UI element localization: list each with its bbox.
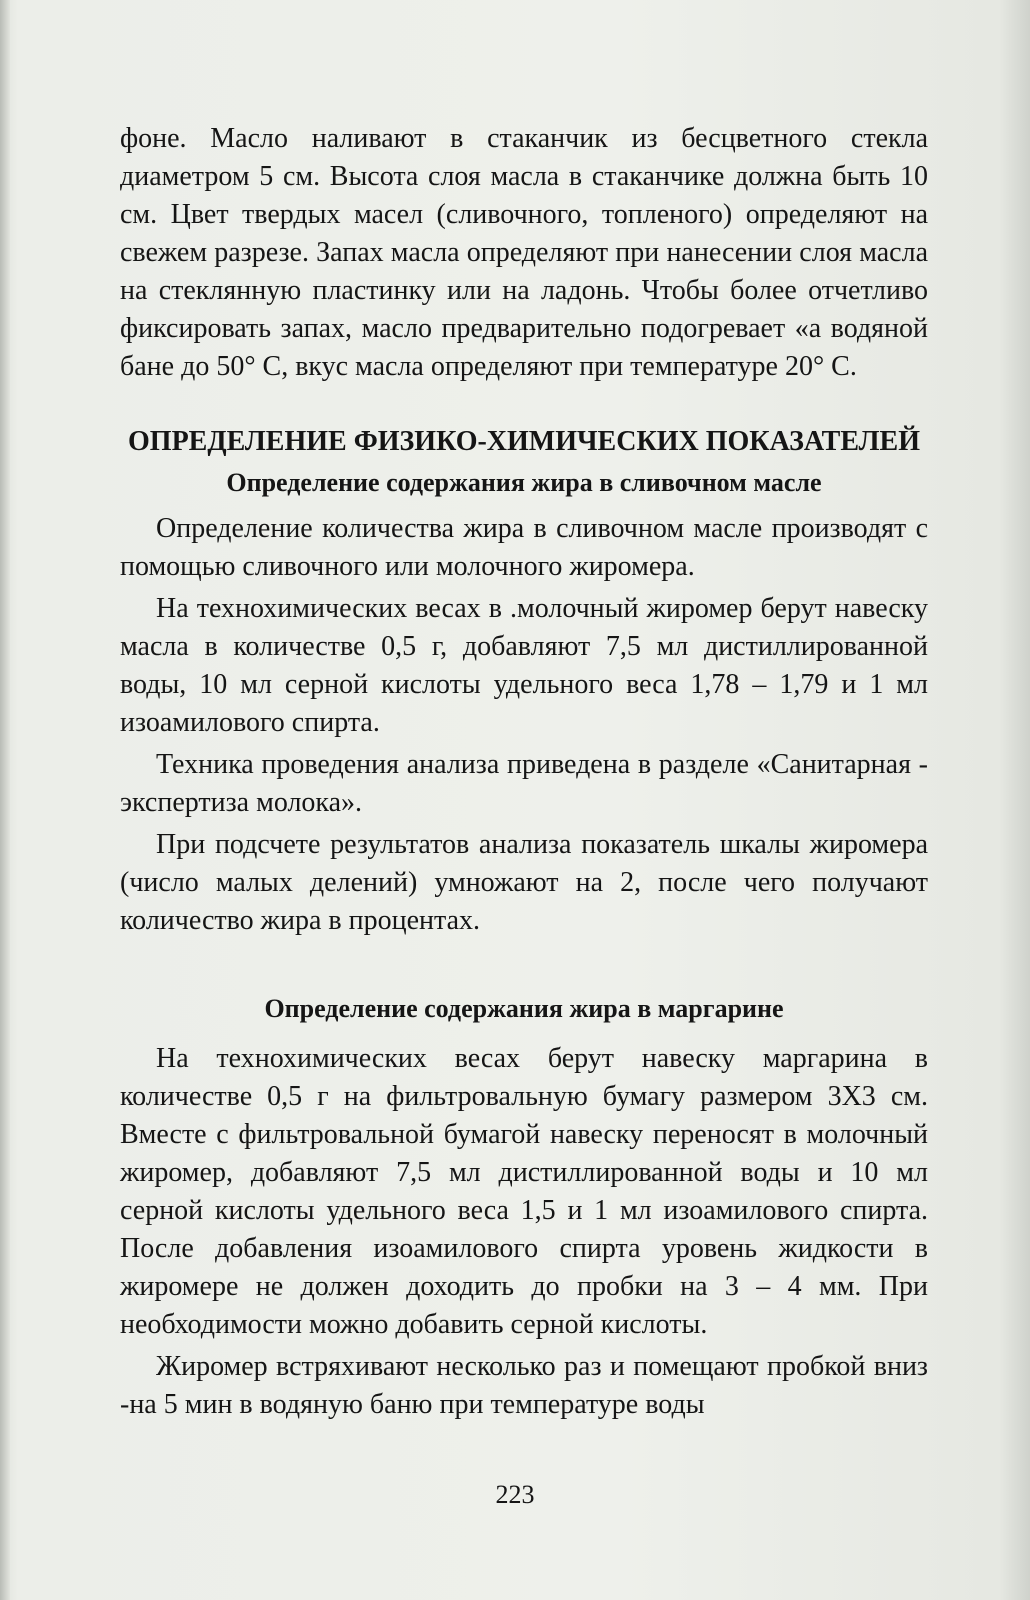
butter-paragraph: Определение количества жира в сливочном масле производят с помощью сливочного или молочного жиромера. bbox=[120, 513, 928, 582]
butter-fat-subsection-title: Определение содержания жира в сливочном масле bbox=[226, 468, 822, 497]
margarine-fat-subsection-title: Определение содержания жира в маргарине bbox=[264, 994, 784, 1023]
butter-paragraph: На технохимических весах в .молочный жиромер берут навеску масла в количестве 0,5 г, добавляют 7,5 мл дистиллированной воды, 10 мл серной кислоты удельного веса 1,78 – 1,79 и 1 мл изоамилового спирта. bbox=[120, 593, 928, 738]
butter-paragraph: При подсчете результатов анализа показатель шкалы жиромера (число малых делений) умножают на 2, после чего получают количество жира в процентах. bbox=[120, 829, 928, 936]
intro-paragraph: фоне. Масло наливают в стаканчик из бесцветного стекла диаметром 5 см. Высота слоя масла в стаканчике должна быть 10 см. Цвет твердых масел (сливочного, топленого) определяют на свежем разрезе. Запах масла определяют при нанесении слоя масла на стеклянную пластинку или на ладонь. Чтобы более отчетливо фиксировать запах, масло предварительно подогревает «а водяной бане до 50° С, вкус масла определяют при температуре 20° С. bbox=[120, 123, 928, 382]
section-title: ОПРЕДЕЛЕНИЕ ФИЗИКО-ХИМИЧЕСКИХ ПОКАЗАТЕЛЕЙ bbox=[128, 426, 920, 457]
margarine-paragraph: На технохимических весах берут навеску маргарина в количестве 0,5 г на фильтровальную бумагу размером 3X3 см. Вместе с фильтровальной бумагой навеску переносят в молочный жиромер, добавляют 7,5 мл дистиллированной воды и 10 мл серной кислоты удельного веса 1,5 и 1 мл изоамилового спирта. После добавления изоамилового спирта уровень жидкости в жиромере не должен доходить до пробки на 3 – 4 мм. При необходимости можно добавить серной кислоты. bbox=[120, 1043, 928, 1340]
page-binding-shadow bbox=[0, 0, 10, 1600]
page-content bbox=[120, 120, 928, 1424]
margarine-paragraph: Жиромер встряхивают несколько раз и помещают пробкой вниз -на 5 мин в водяную баню при температуре воды bbox=[120, 1351, 928, 1420]
page-number: 223 bbox=[495, 1480, 535, 1509]
butter-paragraph: Техника проведения анализа приведена в разделе «Санитарная - экспертиза молока». bbox=[120, 749, 928, 818]
